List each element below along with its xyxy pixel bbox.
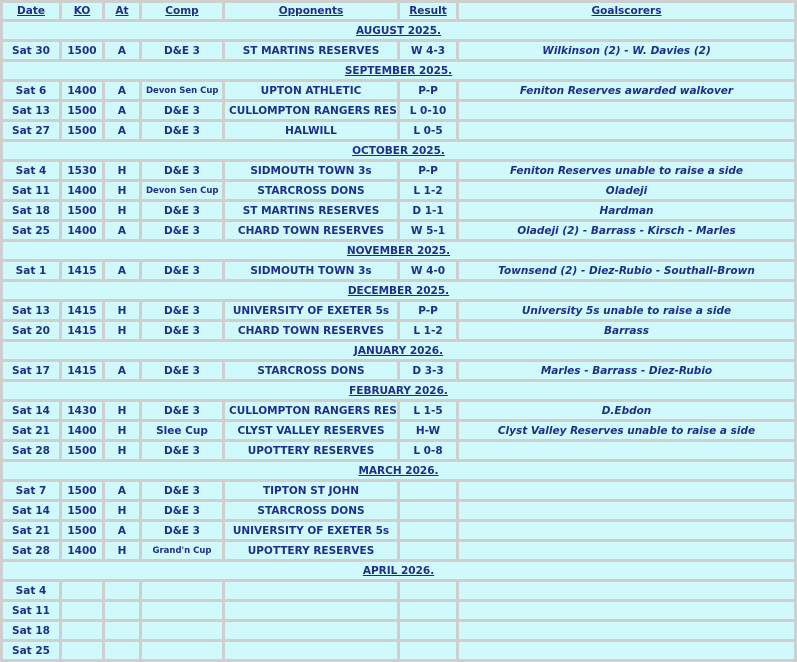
fixture-at: [105, 622, 139, 639]
month-heading: DECEMBER 2025.: [3, 282, 794, 299]
fixture-goalscorers: [459, 502, 794, 519]
fixture-comp: Devon Sen Cup: [142, 182, 222, 199]
fixture-date: Sat 18: [3, 622, 59, 639]
fixture-date: Sat 25: [3, 642, 59, 659]
fixture-date: Sat 14: [3, 502, 59, 519]
fixture-at: H: [105, 182, 139, 199]
fixture-date: Sat 13: [3, 302, 59, 319]
fixture-goalscorers: Marles - Barrass - Diez-Rubio: [459, 362, 794, 379]
fixture-at: [105, 642, 139, 659]
fixture-ko: 1500: [62, 482, 102, 499]
month-row: [3, 62, 794, 79]
header-goalscorers: Goalscorers: [459, 3, 794, 19]
fixture-ko: 1415: [62, 302, 102, 319]
fixture-at: A: [105, 262, 139, 279]
fixture-row: [3, 642, 794, 659]
fixture-at: [105, 582, 139, 599]
fixture-goalscorers: University 5s unable to raise a side: [459, 302, 794, 319]
fixture-date: Sat 21: [3, 422, 59, 439]
month-heading: MARCH 2026.: [3, 462, 794, 479]
fixture-result: D 3-3: [400, 362, 456, 379]
month-row: [3, 242, 794, 259]
fixture-date: Sat 28: [3, 442, 59, 459]
fixture-row: [3, 202, 794, 219]
fixture-row: [3, 222, 794, 239]
month-heading: FEBRUARY 2026.: [3, 382, 794, 399]
fixture-goalscorers: [459, 542, 794, 559]
fixture-result: [400, 642, 456, 659]
fixture-row: [3, 442, 794, 459]
fixture-ko: 1400: [62, 82, 102, 99]
fixture-goalscorers: Hardman: [459, 202, 794, 219]
fixture-date: Sat 1: [3, 262, 59, 279]
fixture-result: [400, 502, 456, 519]
fixture-ko: 1415: [62, 322, 102, 339]
fixture-result: P-P: [400, 82, 456, 99]
fixture-at: H: [105, 322, 139, 339]
fixture-row: [3, 262, 794, 279]
fixture-at: A: [105, 102, 139, 119]
fixture-ko: 1415: [62, 262, 102, 279]
fixture-date: Sat 13: [3, 102, 59, 119]
fixture-comp: D&E 3: [142, 102, 222, 119]
fixture-comp: Grand'n Cup: [142, 542, 222, 559]
fixture-comp: D&E 3: [142, 482, 222, 499]
fixture-comp: [142, 642, 222, 659]
fixture-ko: 1500: [62, 502, 102, 519]
fixture-date: Sat 25: [3, 222, 59, 239]
fixture-row: [3, 182, 794, 199]
month-row: [3, 22, 794, 39]
fixture-at: A: [105, 222, 139, 239]
fixture-comp: D&E 3: [142, 402, 222, 419]
fixture-opponents: TIPTON ST JOHN: [225, 482, 397, 499]
fixture-ko: 1500: [62, 522, 102, 539]
fixture-ko: [62, 642, 102, 659]
fixture-result: P-P: [400, 302, 456, 319]
fixture-comp: Slee Cup: [142, 422, 222, 439]
fixture-date: Sat 28: [3, 542, 59, 559]
fixture-ko: 1400: [62, 182, 102, 199]
fixture-comp: D&E 3: [142, 362, 222, 379]
fixture-result: [400, 602, 456, 619]
fixture-result: W 5-1: [400, 222, 456, 239]
fixture-comp: D&E 3: [142, 442, 222, 459]
fixture-goalscorers: [459, 482, 794, 499]
fixture-row: [3, 482, 794, 499]
month-heading: JANUARY 2026.: [3, 342, 794, 359]
fixture-row: [3, 322, 794, 339]
fixture-comp: D&E 3: [142, 202, 222, 219]
fixture-date: Sat 6: [3, 82, 59, 99]
fixture-result: [400, 482, 456, 499]
month-row: [3, 562, 794, 579]
fixture-goalscorers: Wilkinson (2) - W. Davies (2): [459, 42, 794, 59]
header-date: Date: [3, 3, 59, 19]
fixture-at: A: [105, 42, 139, 59]
fixture-opponents: UNIVERSITY OF EXETER 5s: [225, 522, 397, 539]
header-row: [3, 3, 794, 19]
fixture-comp: D&E 3: [142, 302, 222, 319]
fixture-at: H: [105, 502, 139, 519]
fixture-date: Sat 20: [3, 322, 59, 339]
fixture-opponents: [225, 602, 397, 619]
fixture-opponents: SIDMOUTH TOWN 3s: [225, 162, 397, 179]
fixture-row: [3, 102, 794, 119]
fixture-opponents: CHARD TOWN RESERVES: [225, 222, 397, 239]
fixture-opponents: UPTON ATHLETIC: [225, 82, 397, 99]
fixture-result: W 4-3: [400, 42, 456, 59]
fixture-row: [3, 522, 794, 539]
fixture-ko: [62, 582, 102, 599]
fixture-opponents: UPOTTERY RESERVES: [225, 442, 397, 459]
fixture-result: [400, 522, 456, 539]
fixture-goalscorers: D.Ebdon: [459, 402, 794, 419]
fixtures-body: [3, 22, 794, 659]
fixture-row: [3, 602, 794, 619]
fixture-comp: [142, 602, 222, 619]
fixture-row: [3, 82, 794, 99]
fixture-result: L 1-2: [400, 182, 456, 199]
month-heading: OCTOBER 2025.: [3, 142, 794, 159]
fixture-row: [3, 402, 794, 419]
fixture-result: P-P: [400, 162, 456, 179]
fixture-goalscorers: Feniton Reserves unable to raise a side: [459, 162, 794, 179]
fixture-opponents: ST MARTINS RESERVES: [225, 202, 397, 219]
fixture-date: Sat 30: [3, 42, 59, 59]
fixture-ko: 1500: [62, 102, 102, 119]
fixture-row: [3, 502, 794, 519]
fixture-opponents: CHARD TOWN RESERVES: [225, 322, 397, 339]
month-heading: NOVEMBER 2025.: [3, 242, 794, 259]
fixture-result: L 0-5: [400, 122, 456, 139]
fixture-comp: D&E 3: [142, 122, 222, 139]
fixture-opponents: [225, 642, 397, 659]
fixture-ko: 1500: [62, 202, 102, 219]
fixture-row: [3, 42, 794, 59]
fixture-date: Sat 11: [3, 602, 59, 619]
fixture-goalscorers: Townsend (2) - Diez-Rubio - Southall-Brown: [459, 262, 794, 279]
month-row: [3, 142, 794, 159]
fixture-goalscorers: Clyst Valley Reserves unable to raise a side: [459, 422, 794, 439]
fixture-at: H: [105, 402, 139, 419]
header-opponents: Opponents: [225, 3, 397, 19]
fixture-result: [400, 622, 456, 639]
fixture-comp: D&E 3: [142, 42, 222, 59]
fixture-ko: 1500: [62, 442, 102, 459]
fixture-at: A: [105, 522, 139, 539]
fixture-comp: D&E 3: [142, 502, 222, 519]
fixture-date: Sat 27: [3, 122, 59, 139]
fixture-goalscorers: [459, 122, 794, 139]
fixture-ko: 1530: [62, 162, 102, 179]
fixture-comp: [142, 582, 222, 599]
fixture-row: [3, 362, 794, 379]
fixture-ko: 1400: [62, 542, 102, 559]
fixture-comp: D&E 3: [142, 322, 222, 339]
fixture-date: Sat 18: [3, 202, 59, 219]
fixture-comp: D&E 3: [142, 222, 222, 239]
header-comp: Comp: [142, 3, 222, 19]
fixture-row: [3, 122, 794, 139]
fixture-at: H: [105, 542, 139, 559]
fixture-at: H: [105, 162, 139, 179]
header-result: Result: [400, 3, 456, 19]
fixture-opponents: STARCROSS DONS: [225, 362, 397, 379]
fixture-result: [400, 582, 456, 599]
fixture-opponents: CLYST VALLEY RESERVES: [225, 422, 397, 439]
fixture-result: H-W: [400, 422, 456, 439]
fixture-at: A: [105, 362, 139, 379]
fixture-ko: 1400: [62, 422, 102, 439]
fixture-at: A: [105, 122, 139, 139]
fixture-goalscorers: [459, 522, 794, 539]
fixture-date: Sat 7: [3, 482, 59, 499]
fixture-ko: 1500: [62, 122, 102, 139]
fixture-at: H: [105, 422, 139, 439]
fixture-date: Sat 4: [3, 582, 59, 599]
fixture-row: [3, 542, 794, 559]
fixture-comp: D&E 3: [142, 162, 222, 179]
month-row: [3, 462, 794, 479]
fixture-goalscorers: [459, 602, 794, 619]
fixture-opponents: [225, 582, 397, 599]
fixture-date: Sat 11: [3, 182, 59, 199]
fixture-comp: D&E 3: [142, 262, 222, 279]
fixture-row: [3, 582, 794, 599]
fixture-opponents: STARCROSS DONS: [225, 502, 397, 519]
fixture-date: Sat 14: [3, 402, 59, 419]
fixture-date: Sat 21: [3, 522, 59, 539]
fixture-opponents: [225, 622, 397, 639]
header-at: At: [105, 3, 139, 19]
fixture-comp: Devon Sen Cup: [142, 82, 222, 99]
fixture-goalscorers: [459, 442, 794, 459]
fixture-result: L 0-10: [400, 102, 456, 119]
month-heading: AUGUST 2025.: [3, 22, 794, 39]
fixture-at: [105, 602, 139, 619]
fixture-goalscorers: Feniton Reserves awarded walkover: [459, 82, 794, 99]
fixture-goalscorers: Oladeji (2) - Barrass - Kirsch - Marles: [459, 222, 794, 239]
fixture-comp: D&E 3: [142, 522, 222, 539]
fixture-opponents: UPOTTERY RESERVES: [225, 542, 397, 559]
fixture-opponents: CULLOMPTON RANGERS RES: [225, 402, 397, 419]
fixture-result: [400, 542, 456, 559]
fixture-goalscorers: [459, 582, 794, 599]
fixture-ko: 1500: [62, 42, 102, 59]
month-heading: SEPTEMBER 2025.: [3, 62, 794, 79]
fixture-at: A: [105, 82, 139, 99]
fixture-opponents: SIDMOUTH TOWN 3s: [225, 262, 397, 279]
fixture-goalscorers: [459, 102, 794, 119]
month-row: [3, 382, 794, 399]
fixture-at: A: [105, 482, 139, 499]
fixture-goalscorers: [459, 622, 794, 639]
fixture-date: Sat 4: [3, 162, 59, 179]
fixture-opponents: STARCROSS DONS: [225, 182, 397, 199]
fixture-result: L 1-5: [400, 402, 456, 419]
month-heading: APRIL 2026.: [3, 562, 794, 579]
header-ko: KO: [62, 3, 102, 19]
fixture-ko: [62, 622, 102, 639]
fixture-row: [3, 622, 794, 639]
month-row: [3, 342, 794, 359]
fixture-row: [3, 422, 794, 439]
fixture-at: H: [105, 302, 139, 319]
fixture-at: H: [105, 202, 139, 219]
fixture-result: D 1-1: [400, 202, 456, 219]
fixture-date: Sat 17: [3, 362, 59, 379]
fixture-opponents: UNIVERSITY OF EXETER 5s: [225, 302, 397, 319]
fixture-row: [3, 162, 794, 179]
fixture-result: L 0-8: [400, 442, 456, 459]
fixture-opponents: HALWILL: [225, 122, 397, 139]
fixture-comp: [142, 622, 222, 639]
fixture-at: H: [105, 442, 139, 459]
fixture-goalscorers: Oladeji: [459, 182, 794, 199]
fixture-row: [3, 302, 794, 319]
fixture-goalscorers: Barrass: [459, 322, 794, 339]
fixture-result: L 1-2: [400, 322, 456, 339]
fixture-goalscorers: [459, 642, 794, 659]
fixture-ko: 1430: [62, 402, 102, 419]
fixture-ko: 1400: [62, 222, 102, 239]
fixture-ko: 1415: [62, 362, 102, 379]
fixture-opponents: ST MARTINS RESERVES: [225, 42, 397, 59]
month-row: [3, 282, 794, 299]
fixture-result: W 4-0: [400, 262, 456, 279]
fixture-ko: [62, 602, 102, 619]
fixture-opponents: CULLOMPTON RANGERS RES: [225, 102, 397, 119]
